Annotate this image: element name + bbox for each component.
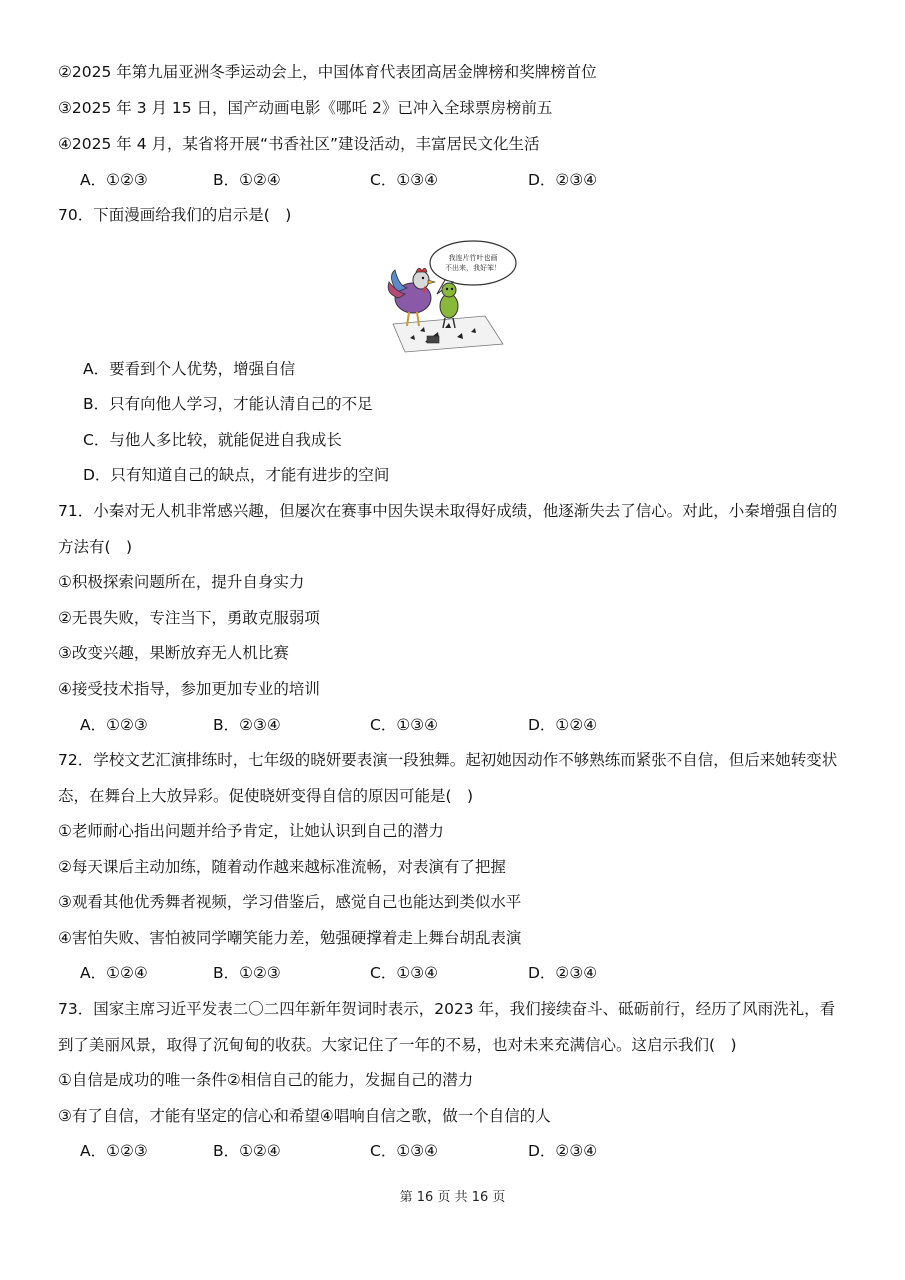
q71-option-c[interactable]: C．①③④ [370, 716, 439, 734]
ink-stone [427, 336, 439, 343]
q72-option-c[interactable]: C．①③④ [370, 964, 439, 982]
q71-option-d[interactable]: D．①②④ [528, 716, 598, 734]
q72-option-a[interactable]: A．①②④ [80, 964, 148, 982]
q69-option-d[interactable]: D．②③④ [528, 171, 598, 189]
q69-options [0, 169, 905, 191]
q73-option-d[interactable]: D．②③④ [528, 1142, 598, 1160]
q71-item-3: ③改变兴趣，果断放弃无人机比赛 [58, 644, 289, 662]
q71-stem-line-2: 方法有( ) [58, 538, 133, 556]
q70-stem: 70．下面漫画给我们的启示是( ) [58, 206, 292, 224]
speech-bubble-text-2: 不出来，我好笨！ [445, 264, 501, 272]
q71-item-2: ②无畏失败，专注当下，勇敢克服弱项 [58, 609, 320, 627]
speech-bubble [430, 241, 516, 285]
q72-item-1: ①老师耐心指出问题并给予肯定，让她认识到自己的潜力 [58, 822, 444, 840]
q71-item-4: ④接受技术指导，参加更加专业的培训 [58, 680, 320, 698]
q73-option-a[interactable]: A．①②③ [80, 1142, 148, 1160]
q69-option-b[interactable]: B．①②④ [213, 171, 281, 189]
q73-stem-line-2: 到了美丽风景，取得了沉甸甸的收获。大家记住了一年的不易，也对未来充满信心。这启示我们( ) [58, 1036, 737, 1054]
page-number-footer: 第 16 页 共 16 页 [399, 1190, 506, 1205]
q71-option-a[interactable]: A．①②③ [80, 716, 148, 734]
q70-option-a[interactable]: A．要看到个人优势，增强自信 [83, 360, 296, 378]
q70-option-b[interactable]: B．只有向他人学习，才能认清自己的不足 [83, 395, 373, 413]
q69-item-4: ④2025 年 4 月，某省将开展“书香社区”建设活动，丰富居民文化生活 [58, 135, 540, 153]
q71-options [0, 714, 905, 736]
q72-stem-line-1: 72．学校文艺汇演排练时，七年级的晓妍要表演一段独舞。起初她因动作不够熟练而紧张不自信，但后来她转变状 [58, 751, 838, 769]
q69-item-2: ②2025 年第九届亚洲冬季运动会上，中国体育代表团高居金牌榜和奖牌榜首位 [58, 63, 597, 81]
q73-option-b[interactable]: B．①②④ [213, 1142, 281, 1160]
q72-item-2: ②每天课后主动加练，随着动作越来越标准流畅，对表演有了把握 [58, 858, 506, 876]
q70-option-d[interactable]: D．只有知道自己的缺点，才能有进步的空间 [83, 466, 390, 484]
q69-option-a[interactable]: A．①②③ [80, 171, 148, 189]
q71-stem-line-1: 71．小秦对无人机非常感兴趣，但屡次在赛事中因失误未取得好成绩，他逐渐失去了信心。对此，小秦增强自信的 [58, 502, 838, 520]
q72-options [0, 962, 905, 984]
q72-item-3: ③观看其他优秀舞者视频，学习借鉴后，感觉自己也能达到类似水平 [58, 893, 522, 911]
q72-option-d[interactable]: D．②③④ [528, 964, 598, 982]
q70-option-c[interactable]: C．与他人多比较，就能促进自我成长 [83, 431, 342, 449]
q69-option-c[interactable]: C．①③④ [370, 171, 439, 189]
q69-item-3: ③2025 年 3 月 15 日，国产动画电影《哪吒 2》已冲入全球票房榜前五 [58, 99, 553, 117]
rooster-figure [388, 268, 435, 326]
paper-sheet [393, 316, 503, 352]
speech-bubble-text-1: 我连片竹叶也画 [448, 254, 498, 262]
q72-stem-line-2: 态，在舞台上大放异彩。促使晓妍变得自信的原因可能是( ) [58, 787, 474, 805]
q73-option-c[interactable]: C．①③④ [370, 1142, 439, 1160]
q72-item-4: ④害怕失败、害怕被同学嘲笑能力差，勉强硬撑着走上舞台胡乱表演 [58, 929, 522, 947]
cartoon-image [385, 236, 520, 354]
q72-option-b[interactable]: B．①②③ [213, 964, 281, 982]
q73-items-line-2: ③有了自信，才能有坚定的信心和希望④唱响自信之歌，做一个自信的人 [58, 1107, 551, 1125]
q73-items-line-1: ①自信是成功的唯一条件②相信自己的能力，发掘自己的潜力 [58, 1071, 474, 1089]
q71-item-1: ①积极探索问题所在，提升自身实力 [58, 573, 305, 591]
q73-options [0, 1140, 905, 1162]
q71-option-b[interactable]: B．②③④ [213, 716, 281, 734]
q73-stem-line-1: 73．国家主席习近平发表二〇二四年新年贺词时表示，2023 年，我们接续奋斗、砥砺前行，经历了风雨洗礼，看 [58, 1000, 836, 1018]
